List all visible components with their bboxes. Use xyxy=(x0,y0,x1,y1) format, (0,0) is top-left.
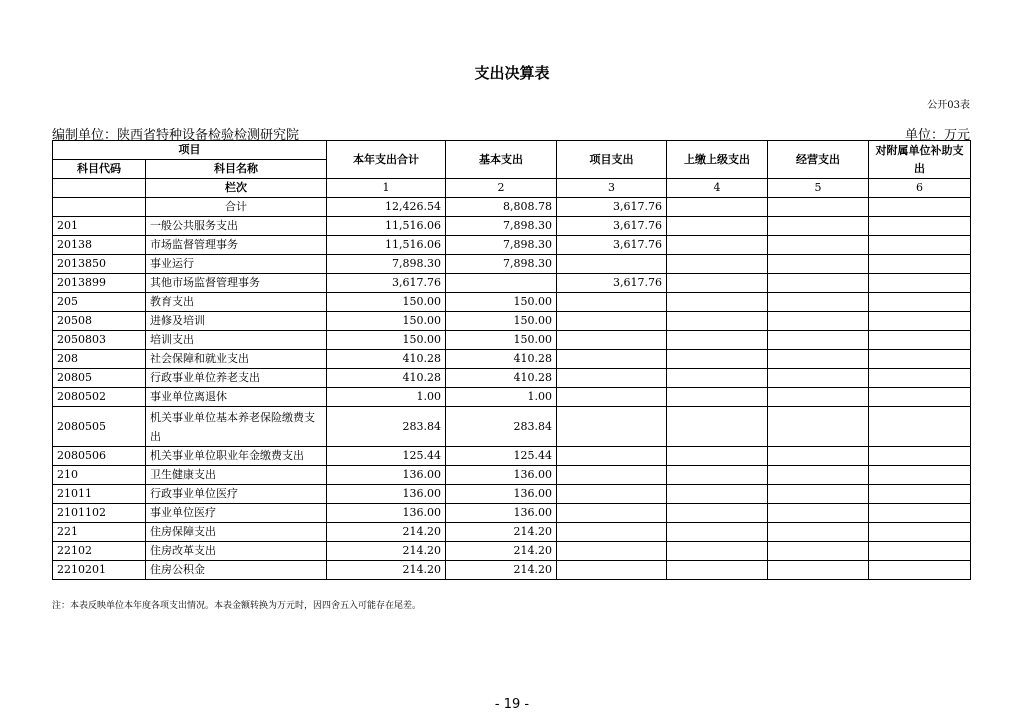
header-basic: 基本支出 xyxy=(446,141,557,179)
row-business xyxy=(768,217,869,236)
row-basic: 410.28 xyxy=(446,369,557,388)
row-total: 283.84 xyxy=(327,407,446,447)
row-superior xyxy=(667,504,768,523)
row-project xyxy=(557,369,667,388)
row-subsidy xyxy=(869,198,971,217)
row-project xyxy=(557,407,667,447)
row-code: 2080505 xyxy=(53,407,146,447)
row-business xyxy=(768,466,869,485)
row-name: 一般公共服务支出 xyxy=(146,217,327,236)
row-superior xyxy=(667,217,768,236)
table-row xyxy=(53,350,971,369)
row-subsidy xyxy=(869,217,971,236)
row-total: 150.00 xyxy=(327,293,446,312)
row-basic: 214.20 xyxy=(446,523,557,542)
row-basic: 283.84 xyxy=(446,407,557,447)
index-blank xyxy=(53,179,146,198)
row-project xyxy=(557,293,667,312)
row-superior xyxy=(667,447,768,466)
row-code xyxy=(53,198,146,217)
row-subsidy xyxy=(869,369,971,388)
row-code: 20508 xyxy=(53,312,146,331)
row-business xyxy=(768,447,869,466)
row-code: 2080506 xyxy=(53,447,146,466)
table-body xyxy=(53,198,971,580)
row-subsidy xyxy=(869,255,971,274)
row-business xyxy=(768,236,869,255)
header-item: 项目 xyxy=(53,141,327,160)
row-name: 卫生健康支出 xyxy=(146,466,327,485)
row-total: 410.28 xyxy=(327,350,446,369)
row-basic: 150.00 xyxy=(446,293,557,312)
row-subsidy xyxy=(869,236,971,255)
row-superior xyxy=(667,485,768,504)
row-code: 2210201 xyxy=(53,561,146,580)
row-basic: 7,898.30 xyxy=(446,255,557,274)
table-row xyxy=(53,312,971,331)
row-total: 150.00 xyxy=(327,312,446,331)
row-total: 136.00 xyxy=(327,504,446,523)
table-row xyxy=(53,447,971,466)
row-subsidy xyxy=(869,274,971,293)
table-row xyxy=(53,236,971,255)
header-total: 本年支出合计 xyxy=(327,141,446,179)
unit-label: 单位：万元 xyxy=(904,128,970,143)
row-basic: 214.20 xyxy=(446,561,557,580)
row-business xyxy=(768,274,869,293)
row-business xyxy=(768,561,869,580)
table-row xyxy=(53,217,971,236)
header-column-index: 栏次 xyxy=(146,179,327,198)
index-1: 1 xyxy=(327,179,446,198)
row-name: 事业单位医疗 xyxy=(146,504,327,523)
row-basic: 7,898.30 xyxy=(446,236,557,255)
row-subsidy xyxy=(869,523,971,542)
table-row xyxy=(53,504,971,523)
row-superior xyxy=(667,274,768,293)
row-business xyxy=(768,523,869,542)
row-basic: 136.00 xyxy=(446,485,557,504)
row-business xyxy=(768,542,869,561)
row-name: 行政事业单位养老支出 xyxy=(146,369,327,388)
row-superior xyxy=(667,561,768,580)
footnote: 注：本表反映单位本年度各项支出情况。本表金额转换为万元时，因四舍五入可能存在尾差。 xyxy=(52,601,422,611)
row-superior xyxy=(667,236,768,255)
row-code: 208 xyxy=(53,350,146,369)
table-row xyxy=(53,293,971,312)
index-3: 3 xyxy=(557,179,667,198)
row-project xyxy=(557,542,667,561)
table-row xyxy=(53,255,971,274)
row-project xyxy=(557,331,667,350)
row-name: 行政事业单位医疗 xyxy=(146,485,327,504)
page-number: - 19 - xyxy=(494,697,530,712)
table-row xyxy=(53,561,971,580)
row-name: 教育支出 xyxy=(146,293,327,312)
row-business xyxy=(768,504,869,523)
row-code: 201 xyxy=(53,217,146,236)
table-row xyxy=(53,523,971,542)
table-row xyxy=(53,388,971,407)
row-code: 2013899 xyxy=(53,274,146,293)
form-code: 公开03表 xyxy=(927,100,970,111)
row-name: 事业运行 xyxy=(146,255,327,274)
row-project xyxy=(557,466,667,485)
row-code: 2101102 xyxy=(53,504,146,523)
row-total: 136.00 xyxy=(327,466,446,485)
row-superior xyxy=(667,198,768,217)
row-superior xyxy=(667,255,768,274)
row-superior xyxy=(667,466,768,485)
table-row xyxy=(53,542,971,561)
table-row xyxy=(53,466,971,485)
row-subsidy xyxy=(869,350,971,369)
table-row xyxy=(53,407,971,447)
row-name: 事业单位离退休 xyxy=(146,388,327,407)
row-basic: 1.00 xyxy=(446,388,557,407)
row-basic: 214.20 xyxy=(446,542,557,561)
row-code: 20138 xyxy=(53,236,146,255)
row-total: 11,516.06 xyxy=(327,236,446,255)
row-superior xyxy=(667,369,768,388)
row-subsidy xyxy=(869,388,971,407)
row-basic: 150.00 xyxy=(446,331,557,350)
row-project xyxy=(557,523,667,542)
row-subsidy xyxy=(869,561,971,580)
row-total: 214.20 xyxy=(327,561,446,580)
row-name: 其他市场监督管理事务 xyxy=(146,274,327,293)
row-project xyxy=(557,312,667,331)
row-subsidy xyxy=(869,485,971,504)
row-code: 221 xyxy=(53,523,146,542)
row-basic: 8,808.78 xyxy=(446,198,557,217)
row-name: 合计 xyxy=(146,198,327,217)
row-basic: 125.44 xyxy=(446,447,557,466)
row-total: 12,426.54 xyxy=(327,198,446,217)
row-basic: 410.28 xyxy=(446,350,557,369)
row-business xyxy=(768,407,869,447)
header-subsidy: 对附属单位补助支出 xyxy=(869,141,971,179)
row-business xyxy=(768,312,869,331)
row-superior xyxy=(667,523,768,542)
row-superior xyxy=(667,407,768,447)
row-project xyxy=(557,388,667,407)
table-row xyxy=(53,198,971,217)
row-code: 21011 xyxy=(53,485,146,504)
row-superior xyxy=(667,388,768,407)
row-name: 住房保障支出 xyxy=(146,523,327,542)
row-project: 3,617.76 xyxy=(557,274,667,293)
header-business: 经营支出 xyxy=(768,141,869,179)
row-total: 410.28 xyxy=(327,369,446,388)
row-subsidy xyxy=(869,466,971,485)
row-subsidy xyxy=(869,293,971,312)
row-name: 机关事业单位职业年金缴费支出 xyxy=(146,447,327,466)
header-name: 科目名称 xyxy=(146,160,327,179)
row-total: 3,617.76 xyxy=(327,274,446,293)
row-project: 3,617.76 xyxy=(557,217,667,236)
row-name: 机关事业单位基本养老保险缴费支出 xyxy=(146,407,327,447)
row-basic: 136.00 xyxy=(446,504,557,523)
row-superior xyxy=(667,350,768,369)
row-project xyxy=(557,255,667,274)
row-subsidy xyxy=(869,447,971,466)
row-total: 214.20 xyxy=(327,523,446,542)
row-basic xyxy=(446,274,557,293)
expenditure-table xyxy=(52,140,971,580)
row-project xyxy=(557,561,667,580)
row-subsidy xyxy=(869,407,971,447)
index-5: 5 xyxy=(768,179,869,198)
row-business xyxy=(768,255,869,274)
row-superior xyxy=(667,293,768,312)
row-code: 2050803 xyxy=(53,331,146,350)
row-business xyxy=(768,198,869,217)
row-project xyxy=(557,485,667,504)
row-total: 136.00 xyxy=(327,485,446,504)
row-name: 培训支出 xyxy=(146,331,327,350)
header-superior: 上缴上级支出 xyxy=(667,141,768,179)
row-code: 210 xyxy=(53,466,146,485)
row-business xyxy=(768,331,869,350)
row-subsidy xyxy=(869,331,971,350)
row-business xyxy=(768,350,869,369)
row-total: 150.00 xyxy=(327,331,446,350)
row-basic: 136.00 xyxy=(446,466,557,485)
table-row xyxy=(53,274,971,293)
row-project xyxy=(557,504,667,523)
row-basic: 7,898.30 xyxy=(446,217,557,236)
row-total: 11,516.06 xyxy=(327,217,446,236)
row-business xyxy=(768,388,869,407)
row-total: 214.20 xyxy=(327,542,446,561)
index-2: 2 xyxy=(446,179,557,198)
row-business xyxy=(768,485,869,504)
row-code: 22102 xyxy=(53,542,146,561)
row-subsidy xyxy=(869,542,971,561)
table-row xyxy=(53,331,971,350)
row-code: 2080502 xyxy=(53,388,146,407)
row-total: 1.00 xyxy=(327,388,446,407)
row-superior xyxy=(667,312,768,331)
row-project: 3,617.76 xyxy=(557,236,667,255)
row-project: 3,617.76 xyxy=(557,198,667,217)
row-project xyxy=(557,447,667,466)
row-code: 2013850 xyxy=(53,255,146,274)
table-row xyxy=(53,485,971,504)
row-name: 住房改革支出 xyxy=(146,542,327,561)
row-superior xyxy=(667,542,768,561)
row-total: 7,898.30 xyxy=(327,255,446,274)
row-name: 社会保障和就业支出 xyxy=(146,350,327,369)
row-name: 进修及培训 xyxy=(146,312,327,331)
row-superior xyxy=(667,331,768,350)
document-title: 支出决算表 xyxy=(474,64,550,82)
header-project: 项目支出 xyxy=(557,141,667,179)
row-code: 205 xyxy=(53,293,146,312)
row-code: 20805 xyxy=(53,369,146,388)
row-business xyxy=(768,369,869,388)
index-6: 6 xyxy=(869,179,971,198)
row-name: 住房公积金 xyxy=(146,561,327,580)
index-4: 4 xyxy=(667,179,768,198)
row-project xyxy=(557,350,667,369)
header-code: 科目代码 xyxy=(53,160,146,179)
row-basic: 150.00 xyxy=(446,312,557,331)
row-total: 125.44 xyxy=(327,447,446,466)
table-row xyxy=(53,369,971,388)
row-subsidy xyxy=(869,312,971,331)
row-subsidy xyxy=(869,504,971,523)
org-label: 编制单位：陕西省特种设备检验检测研究院 xyxy=(52,128,300,143)
row-business xyxy=(768,293,869,312)
row-name: 市场监督管理事务 xyxy=(146,236,327,255)
